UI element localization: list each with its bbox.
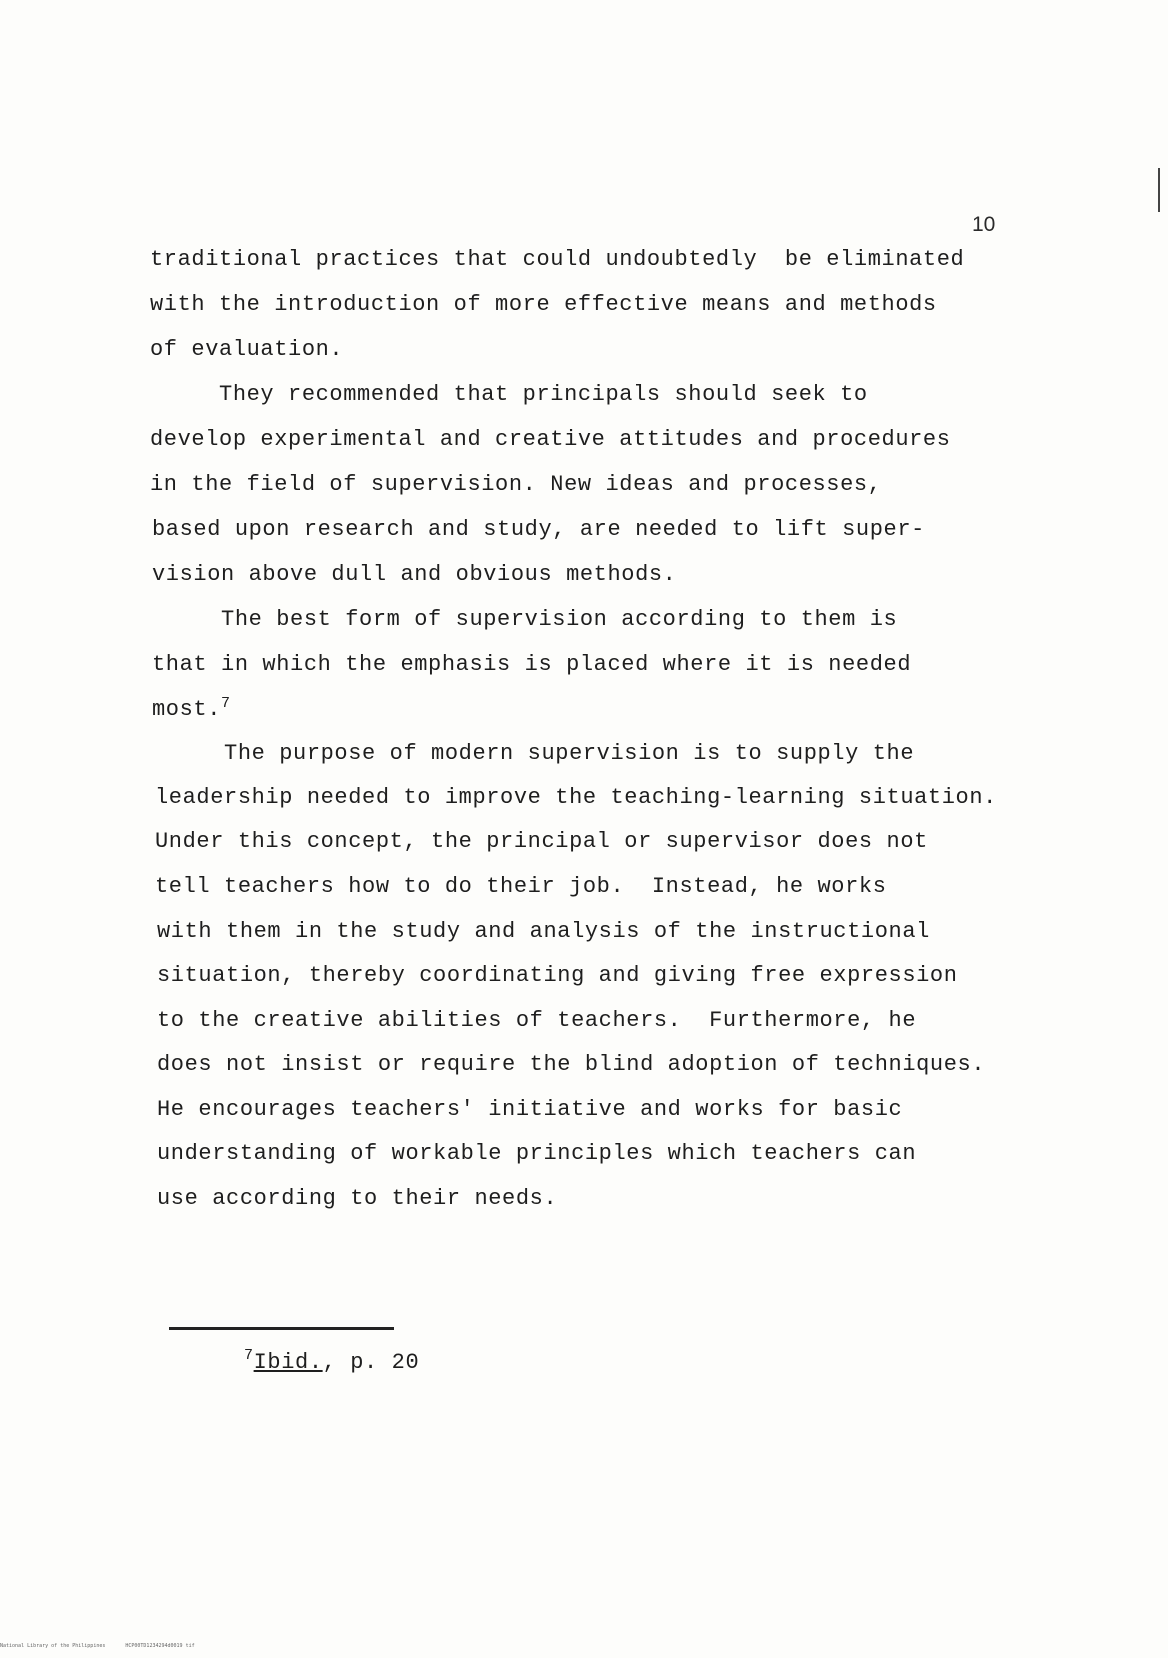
text-line: The best form of supervision according to them is bbox=[152, 607, 898, 632]
text-line: in the field of supervision. New ideas and processes, bbox=[150, 472, 882, 497]
text-line: of evaluation. bbox=[150, 337, 344, 362]
footnote-reference: 7 bbox=[221, 695, 231, 712]
text-line: that in which the emphasis is placed where it is needed bbox=[152, 652, 912, 677]
text-segment: most. bbox=[152, 697, 222, 722]
footer-code: HCP00TD1234294d0019 tif bbox=[125, 1643, 195, 1649]
text-line: The purpose of modern supervision is to supply the bbox=[155, 741, 915, 766]
footnote-divider bbox=[169, 1327, 394, 1330]
text-line: develop experimental and creative attitudes and procedures bbox=[150, 427, 951, 452]
page-number: 10 bbox=[972, 213, 996, 236]
text-line: Under this concept, the principal or supervisor does not bbox=[155, 829, 928, 854]
footnote-source: Ibid. bbox=[253, 1350, 323, 1375]
footer-library: National Library of the Philippines bbox=[0, 1643, 106, 1649]
text-line-with-footnote-ref bbox=[152, 697, 231, 723]
scan-edge-mark bbox=[1158, 168, 1160, 212]
footnote-page: , p. 20 bbox=[322, 1350, 420, 1375]
footnote-number: 7 bbox=[244, 1347, 254, 1364]
text-line: tell teachers how to do their job. Instead, he works bbox=[155, 874, 887, 899]
text-line: situation, thereby coordinating and giving free expression bbox=[157, 963, 958, 988]
text-line: vision above dull and obvious methods. bbox=[152, 562, 677, 587]
text-line: understanding of workable principles which teachers can bbox=[157, 1141, 917, 1166]
footnote bbox=[244, 1347, 420, 1375]
scan-footer bbox=[0, 1643, 195, 1649]
text-line: does not insist or require the blind adoption of techniques. bbox=[157, 1052, 986, 1077]
text-line: They recommended that principals should seek to bbox=[150, 382, 868, 407]
text-line: leadership needed to improve the teaching-learning situation. bbox=[155, 785, 997, 810]
text-line: He encourages teachers' initiative and works for basic bbox=[157, 1097, 903, 1122]
text-line: with them in the study and analysis of the instructional bbox=[157, 919, 930, 944]
text-line: to the creative abilities of teachers. Furthermore, he bbox=[157, 1008, 917, 1033]
text-line: use according to their needs. bbox=[157, 1186, 558, 1211]
text-line: based upon research and study, are needed to lift super- bbox=[152, 517, 925, 542]
text-line: traditional practices that could undoubtedly be eliminated bbox=[150, 247, 965, 272]
text-line: with the introduction of more effective means and methods bbox=[150, 292, 937, 317]
